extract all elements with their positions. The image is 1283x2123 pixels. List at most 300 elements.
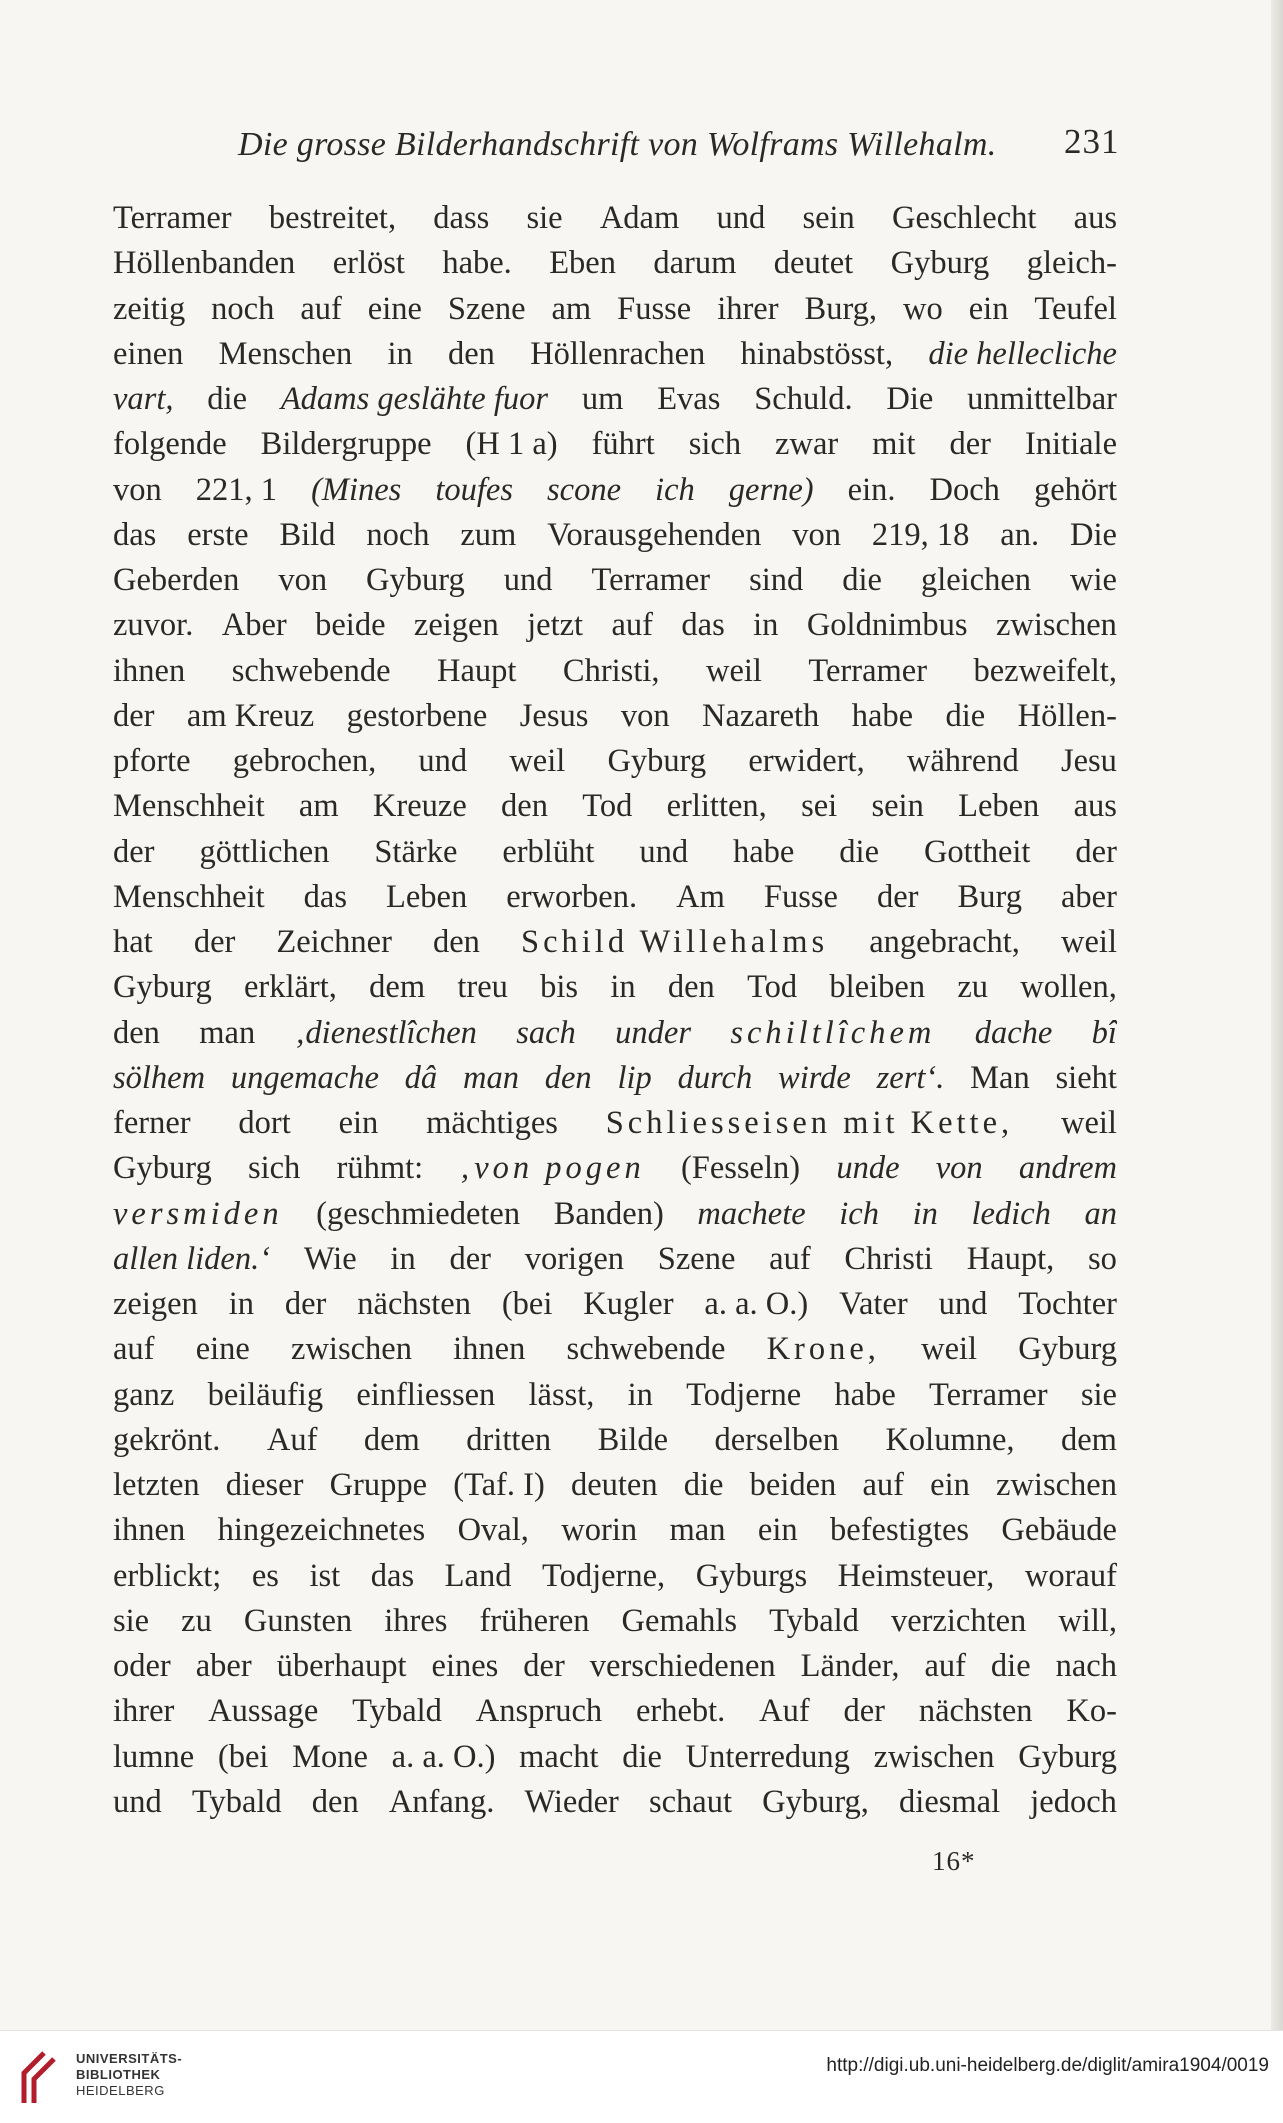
word: pforte xyxy=(113,743,191,779)
word: verzichten xyxy=(890,1602,1027,1639)
word: Goldnimbus xyxy=(806,607,968,644)
word: auf xyxy=(924,1648,966,1684)
word: Geberden xyxy=(113,562,240,598)
text-line xyxy=(113,1101,1117,1146)
word: Burg xyxy=(957,878,1022,915)
quote-italic: unde xyxy=(836,1150,900,1187)
word: bleiben xyxy=(829,969,926,1006)
word: früheren xyxy=(479,1602,590,1639)
word: (H 1 a) xyxy=(465,426,558,463)
word: worauf xyxy=(1024,1557,1117,1594)
word: dritten xyxy=(466,1421,552,1458)
text-line xyxy=(113,1327,1117,1372)
word: die xyxy=(622,1738,662,1775)
word: Menschen xyxy=(218,335,353,372)
text-line xyxy=(113,1146,1117,1191)
word: Menschheit xyxy=(113,878,265,915)
word: noch xyxy=(366,516,430,553)
word: Gyburg xyxy=(1018,1331,1117,1368)
word: zu xyxy=(957,969,989,1006)
word: ihrer xyxy=(113,1693,175,1730)
word: Terramer xyxy=(808,652,928,689)
spaced-emphasis: Schild Willehalms xyxy=(521,924,829,960)
word: Tod xyxy=(582,788,633,825)
spaced-emphasis: Schliesseisen mit Kette, xyxy=(605,1105,1014,1141)
text-line xyxy=(113,1237,1117,1282)
word: a. a. O.) xyxy=(391,1738,496,1775)
word: erlitten, xyxy=(666,788,767,825)
word: Gebäude xyxy=(1001,1512,1117,1549)
word: wo xyxy=(903,290,943,327)
word: Jesus xyxy=(519,697,589,734)
word: den xyxy=(448,335,495,372)
text-line xyxy=(113,558,1117,603)
word: und xyxy=(938,1286,988,1322)
word: sich xyxy=(247,1150,301,1187)
text-line xyxy=(113,694,1117,739)
text-line xyxy=(113,649,1117,694)
word: diesmal xyxy=(899,1783,1001,1820)
word: Anfang. xyxy=(388,1783,495,1820)
word: eine xyxy=(195,1331,250,1368)
quote-italic: wirde xyxy=(778,1059,851,1096)
word: zwischen xyxy=(873,1738,995,1775)
word: Jesu xyxy=(1060,743,1117,779)
word: derselben xyxy=(714,1421,839,1458)
word: aber xyxy=(195,1648,252,1684)
word: das xyxy=(681,607,725,644)
word: zeitig xyxy=(113,290,186,327)
word: wie xyxy=(1070,562,1117,598)
word: man xyxy=(199,1014,256,1051)
word: ihnen xyxy=(113,1512,186,1549)
quote-italic: toufes xyxy=(435,471,513,508)
quote-italic: ich xyxy=(655,471,695,508)
word: Menschheit xyxy=(113,788,265,825)
text-line xyxy=(113,1599,1117,1644)
word: Nazareth xyxy=(702,697,820,734)
word: dem xyxy=(363,1421,420,1458)
word: dort xyxy=(238,1105,291,1141)
word: Terramer xyxy=(113,200,232,236)
word: 221, 1 xyxy=(195,471,278,508)
quote-italic: in xyxy=(912,1195,938,1232)
text-line xyxy=(113,1735,1117,1780)
word: in xyxy=(390,1240,416,1277)
word: folgende xyxy=(113,426,227,463)
signature-mark: 16* xyxy=(932,1846,976,1876)
word: Tybald xyxy=(769,1602,859,1639)
word: Ko- xyxy=(1066,1693,1117,1730)
word: Höllen- xyxy=(1017,697,1117,734)
word: Haupt xyxy=(436,652,517,689)
text-line xyxy=(113,377,1117,422)
word: den xyxy=(432,924,480,960)
word: in xyxy=(753,607,779,644)
word: auf xyxy=(862,1467,904,1503)
word: erlöst xyxy=(332,245,405,282)
library-name-line3: HEIDELBERG xyxy=(76,2083,165,2098)
word: Burg, xyxy=(804,290,878,327)
text-line xyxy=(113,1508,1117,1553)
word: habe xyxy=(851,697,914,734)
word: zwischen xyxy=(995,607,1117,644)
word: Wieder xyxy=(524,1783,619,1820)
quote-italic: an xyxy=(1084,1195,1117,1232)
text-line xyxy=(113,1373,1117,1418)
quote-italic: sach xyxy=(516,1014,576,1051)
word: in xyxy=(627,1376,653,1413)
word: führt xyxy=(591,426,655,463)
text-line xyxy=(113,920,1117,965)
word: an. xyxy=(1000,516,1040,553)
word: erblickt; xyxy=(113,1557,222,1594)
word: gehört xyxy=(1033,471,1117,508)
word: weil xyxy=(1061,924,1117,960)
word: ist xyxy=(309,1557,341,1594)
word: weil xyxy=(705,652,762,689)
spaced-emphasis: Krone, xyxy=(766,1331,880,1368)
quote-italic: ich xyxy=(839,1195,879,1232)
word: will, xyxy=(1058,1602,1117,1639)
word: Unterredung xyxy=(685,1738,850,1775)
word: mit xyxy=(872,426,916,463)
word: Höllenrachen xyxy=(530,335,706,372)
word: Tod xyxy=(747,969,798,1006)
word: Vater xyxy=(839,1286,908,1322)
word: der xyxy=(877,878,919,915)
word: nächsten xyxy=(357,1286,471,1322)
word: Szene xyxy=(657,1240,736,1277)
word: gleichen xyxy=(920,562,1032,598)
word: Wie xyxy=(303,1240,357,1277)
word: auf xyxy=(611,607,653,644)
word: man xyxy=(669,1512,726,1549)
word: Vorausgehenden xyxy=(547,516,762,553)
word: dem xyxy=(1060,1421,1117,1458)
word: Die xyxy=(886,381,934,417)
word: bezweifelt, xyxy=(973,652,1117,689)
text-line xyxy=(113,422,1117,467)
word: dass xyxy=(433,200,490,236)
word: so xyxy=(1088,1240,1117,1277)
quote-italic: durch xyxy=(677,1059,753,1096)
word: Mone xyxy=(292,1738,368,1775)
word: (bei xyxy=(217,1738,269,1775)
word: der xyxy=(193,924,236,960)
word: Gyburgs xyxy=(695,1557,808,1594)
word: Fusse xyxy=(763,878,838,915)
word: Bildergruppe xyxy=(260,426,432,463)
word: die xyxy=(207,381,248,417)
text-line xyxy=(113,332,1117,377)
word: der xyxy=(113,833,155,870)
word: beiden xyxy=(749,1467,837,1503)
word: Aber xyxy=(221,607,287,644)
word: Kugler xyxy=(583,1286,674,1322)
word: schwebende xyxy=(231,652,391,689)
word: ihres xyxy=(384,1602,448,1639)
word: eine xyxy=(367,290,422,327)
word: in xyxy=(387,335,413,372)
word: beiläufig xyxy=(207,1376,324,1413)
word: Doch xyxy=(929,471,1000,508)
permalink-url[interactable]: http://digi.ub.uni-heidelberg.de/diglit/amira1904/0019 xyxy=(826,2055,1269,2076)
word: gebrochen, xyxy=(232,743,377,779)
word: ihnen xyxy=(113,652,186,689)
quote-italic: die hellecliche xyxy=(928,335,1117,372)
word: unmittelbar xyxy=(967,381,1117,417)
word: Heimsteuer, xyxy=(837,1557,995,1594)
word: von xyxy=(113,471,162,508)
word: nach xyxy=(1055,1648,1117,1684)
word: Geschlecht xyxy=(892,200,1037,236)
word: Gyburg xyxy=(113,969,212,1006)
word: gleich- xyxy=(1026,245,1117,282)
text-line xyxy=(113,965,1117,1010)
word: Terramer xyxy=(928,1376,1048,1413)
word: die xyxy=(683,1467,724,1503)
word: gekrönt. xyxy=(113,1421,221,1458)
word: Gruppe xyxy=(329,1467,428,1503)
text-line xyxy=(113,1418,1117,1463)
word: erste xyxy=(187,516,249,553)
word: Teufel xyxy=(1034,290,1117,327)
word: und xyxy=(639,833,689,870)
word: sei xyxy=(801,788,838,825)
word: in xyxy=(610,969,636,1006)
word: ihrer xyxy=(717,290,779,327)
word: darum xyxy=(653,245,737,282)
word: (bei xyxy=(501,1286,553,1322)
text-line xyxy=(113,1011,1117,1056)
word: zwischen xyxy=(996,1467,1117,1503)
text-line xyxy=(113,1644,1117,1689)
quote-italic: den xyxy=(544,1059,592,1096)
word: den xyxy=(311,1783,359,1820)
word: der xyxy=(843,1693,885,1730)
text-line xyxy=(113,1192,1117,1237)
word: von xyxy=(278,562,328,598)
body-text xyxy=(113,196,1117,1825)
word: sein xyxy=(802,200,855,236)
word: Todjerne xyxy=(686,1376,802,1413)
word: göttlichen xyxy=(199,833,330,870)
word: Auf xyxy=(759,1693,810,1730)
word: befestigtes xyxy=(830,1512,970,1549)
text-line xyxy=(113,830,1117,875)
word: Christi xyxy=(844,1240,933,1277)
word: a. a. O.) xyxy=(704,1286,809,1322)
quote-italic: scone xyxy=(547,471,622,508)
word: um xyxy=(581,381,624,417)
word: sieht xyxy=(1055,1059,1117,1096)
word: Stärke xyxy=(374,833,458,870)
text-line xyxy=(113,1463,1117,1508)
word: Fusse xyxy=(617,290,692,327)
word: aus xyxy=(1073,788,1117,825)
word: hingezeichnetes xyxy=(217,1512,426,1549)
word: das xyxy=(303,878,347,915)
word: oder xyxy=(113,1648,171,1684)
word: lässt, xyxy=(528,1376,595,1413)
word: deuten xyxy=(570,1467,658,1503)
word: deutet xyxy=(773,245,854,282)
word: Länder, xyxy=(800,1648,900,1684)
word: das xyxy=(113,516,157,553)
word: habe xyxy=(733,833,795,870)
word: Tochter xyxy=(1018,1286,1117,1322)
word: Szene xyxy=(447,290,526,327)
word: Eben xyxy=(549,245,616,282)
quote-italic: von xyxy=(935,1150,983,1187)
word: Gyburg xyxy=(890,245,990,282)
quote-italic: gerne) xyxy=(728,471,814,508)
word: Gemahls xyxy=(621,1602,738,1639)
text-line xyxy=(113,196,1117,241)
word: Gunsten xyxy=(243,1602,353,1639)
word: Terramer xyxy=(591,562,711,598)
word: den xyxy=(667,969,715,1006)
word: die xyxy=(842,562,882,598)
quote-italic: ledich xyxy=(971,1195,1051,1232)
quote-italic: dache xyxy=(974,1014,1053,1051)
word: am xyxy=(551,290,592,327)
word: Kolumne, xyxy=(885,1421,1015,1458)
text-line xyxy=(113,1282,1117,1327)
word: 219, 18 xyxy=(871,516,970,553)
word: nächsten xyxy=(918,1693,1033,1730)
word: sind xyxy=(749,562,804,598)
word: Leben xyxy=(386,878,468,915)
word: von xyxy=(620,697,670,734)
quote-italic: under xyxy=(615,1014,691,1051)
text-line xyxy=(113,784,1117,829)
word: weil xyxy=(1060,1105,1117,1141)
word: der xyxy=(523,1648,565,1684)
word: zwischen xyxy=(291,1331,412,1368)
word: Gyburg xyxy=(607,743,707,779)
word: der xyxy=(949,426,991,463)
word: bis xyxy=(540,969,579,1006)
word: und xyxy=(716,200,766,236)
word: dieser xyxy=(225,1467,304,1503)
word: Christi, xyxy=(562,652,660,689)
word: (Taf. I) xyxy=(453,1467,545,1503)
text-line xyxy=(113,241,1117,286)
quote-italic: ‚dienestlîchen xyxy=(294,1014,477,1051)
footer-bar xyxy=(0,2030,1283,2123)
word: vorigen xyxy=(524,1240,625,1277)
word: Haupt, xyxy=(966,1240,1055,1277)
word: worin xyxy=(561,1512,638,1549)
word: zu xyxy=(181,1602,212,1639)
word: sie xyxy=(1080,1376,1117,1413)
word: zwar xyxy=(775,426,839,463)
text-line xyxy=(113,287,1117,332)
word: Zeichner xyxy=(276,924,392,960)
word: beide xyxy=(315,607,386,644)
word: ein xyxy=(930,1467,970,1503)
word: eines xyxy=(431,1648,499,1684)
word: einfliessen xyxy=(356,1376,496,1413)
word: zuvor. xyxy=(113,607,194,644)
word: ein xyxy=(757,1512,798,1549)
library-name xyxy=(76,2051,182,2099)
word: der xyxy=(449,1240,491,1277)
word: ihnen xyxy=(453,1331,526,1368)
word: weil xyxy=(921,1331,978,1368)
quote-italic: sölhem xyxy=(113,1059,206,1096)
word: und xyxy=(113,1783,162,1820)
word: erklärt, xyxy=(243,969,337,1006)
word: Land xyxy=(444,1557,512,1594)
word: der xyxy=(284,1286,327,1322)
word: wollen, xyxy=(1020,969,1117,1006)
quote-italic: (Mines xyxy=(311,471,402,508)
word: Gottheit xyxy=(923,833,1031,870)
word: habe xyxy=(834,1376,896,1413)
text-line xyxy=(113,603,1117,648)
word: die xyxy=(990,1648,1031,1684)
quote-italic: zert‘. xyxy=(876,1059,945,1096)
quote-italic: lip xyxy=(617,1059,652,1096)
word: Leben xyxy=(958,788,1040,825)
text-line xyxy=(113,1056,1117,1101)
word: Höllenbanden xyxy=(113,245,296,282)
text-line xyxy=(113,1689,1117,1734)
word: verschiedenen xyxy=(589,1648,776,1684)
word: zum xyxy=(460,516,517,553)
word: rühmt: xyxy=(336,1150,424,1187)
word: (Fesseln) xyxy=(680,1150,801,1187)
quote-italic: man xyxy=(462,1059,519,1096)
word: jetzt xyxy=(527,607,584,644)
word: zeigen xyxy=(413,607,499,644)
word: überhaupt xyxy=(276,1648,407,1684)
word: Die xyxy=(1069,516,1117,553)
word: Bilde xyxy=(597,1421,668,1458)
word: jedoch xyxy=(1030,1783,1117,1820)
word: Initiale xyxy=(1024,426,1117,463)
word: der xyxy=(113,697,155,734)
word: Oval, xyxy=(457,1512,529,1549)
word: sie xyxy=(526,200,563,236)
page-edge-shadow xyxy=(1271,0,1283,2030)
word: am xyxy=(298,788,339,825)
word: von xyxy=(792,516,842,553)
word: schwebende xyxy=(566,1331,726,1368)
word: zeigen xyxy=(113,1286,198,1322)
quote-italic: vart, xyxy=(113,381,174,417)
quote-italic-spaced: ‚von pogen xyxy=(459,1150,645,1187)
word: das xyxy=(370,1557,415,1594)
text-line xyxy=(113,1554,1117,1599)
word: ein. xyxy=(847,471,896,508)
word: auf xyxy=(769,1240,811,1277)
word: einen xyxy=(113,335,184,372)
word: Kreuze xyxy=(372,788,467,825)
word: dem xyxy=(369,969,426,1006)
word: ein xyxy=(338,1105,379,1141)
word: Gyburg xyxy=(366,562,465,598)
word: weil xyxy=(509,743,566,779)
word: Man xyxy=(970,1059,1030,1096)
word: hat xyxy=(113,924,153,960)
word: am Kreuz xyxy=(186,697,315,734)
text-line xyxy=(113,468,1117,513)
word: erwidert, xyxy=(748,743,865,779)
